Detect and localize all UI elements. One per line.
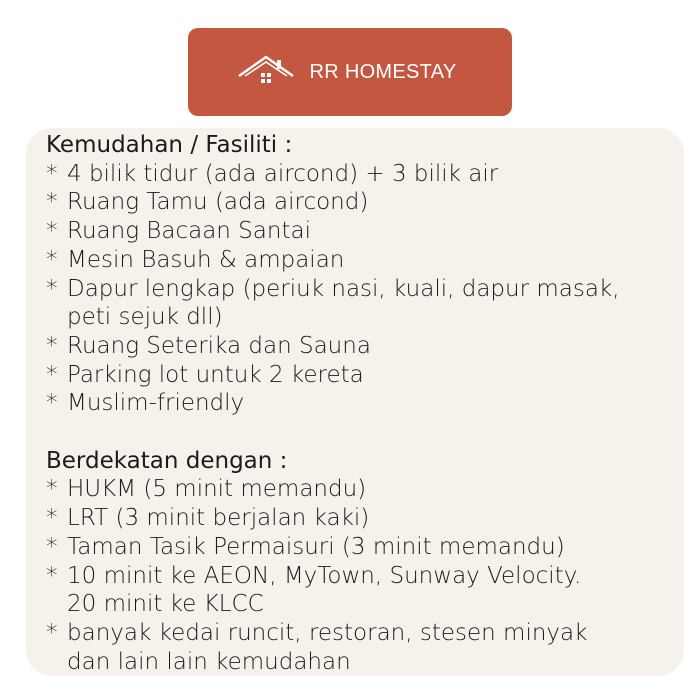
bullet: *: [46, 476, 58, 503]
nearby-text: 10 minit ke AEON, MyTown, Sunway Velocity. 20 minit ke KLCC: [67, 562, 582, 618]
bullet: *: [46, 189, 58, 216]
bullet: *: [46, 218, 58, 245]
bullet: *: [46, 562, 58, 589]
nearby-list: [46, 475, 684, 676]
bullet: *: [46, 246, 58, 273]
list-item: [46, 188, 684, 217]
bullet: *: [46, 160, 58, 187]
bullet: *: [46, 505, 58, 532]
facility-text: Ruang Seterika dan Sauna: [67, 332, 371, 359]
facility-text: Dapur lengkap (periuk nasi, kuali, dapur masak, peti sejuk dll): [67, 275, 620, 331]
bullet: *: [46, 275, 58, 302]
bullet: *: [46, 619, 58, 646]
brand-banner: [188, 28, 512, 116]
nearby-text: LRT (3 minit berjalan kaki): [67, 505, 370, 532]
list-item: [46, 361, 684, 390]
nearby-heading: Berdekatan dengan :: [46, 447, 288, 474]
nearby-text: HUKM (5 minit memandu): [67, 476, 367, 503]
list-item: [46, 246, 684, 275]
facility-text: Mesin Basuh & ampaian: [67, 246, 345, 273]
bullet: *: [46, 332, 58, 359]
list-item: [46, 389, 684, 418]
facility-text: Parking lot untuk 2 kereta: [67, 361, 364, 388]
list-item: [46, 504, 684, 533]
facility-text: Ruang Bacaan Santai: [67, 218, 311, 245]
bullet: *: [46, 533, 58, 560]
facility-text: Muslim-friendly: [67, 390, 245, 417]
facility-text: Ruang Tamu (ada aircond): [67, 189, 369, 216]
brand-name: RR HOMESTAY: [309, 60, 457, 83]
list-item: [46, 217, 684, 246]
bullet: *: [46, 361, 58, 388]
facilities-heading: Kemudahan / Fasiliti :: [46, 132, 293, 158]
section-spacer: [46, 418, 684, 447]
list-item: [46, 332, 684, 361]
facility-text: 4 bilik tidur (ada aircond) + 3 bilik air: [67, 160, 499, 187]
list-item: [46, 533, 684, 562]
nearby-text: banyak kedai runcit, restoran, stesen minyak dan lain lain kemudahan: [67, 619, 588, 675]
list-item: [46, 475, 684, 504]
bullet: *: [46, 390, 58, 417]
nearby-text: Taman Tasik Permaisuri (3 minit memandu): [67, 533, 565, 560]
list-item: [46, 619, 684, 676]
list-item: [46, 275, 684, 332]
info-card: [26, 128, 684, 676]
list-item: [46, 160, 684, 189]
facilities-list: [46, 160, 684, 418]
list-item: [46, 562, 684, 619]
house-roof-icon: [237, 54, 295, 90]
